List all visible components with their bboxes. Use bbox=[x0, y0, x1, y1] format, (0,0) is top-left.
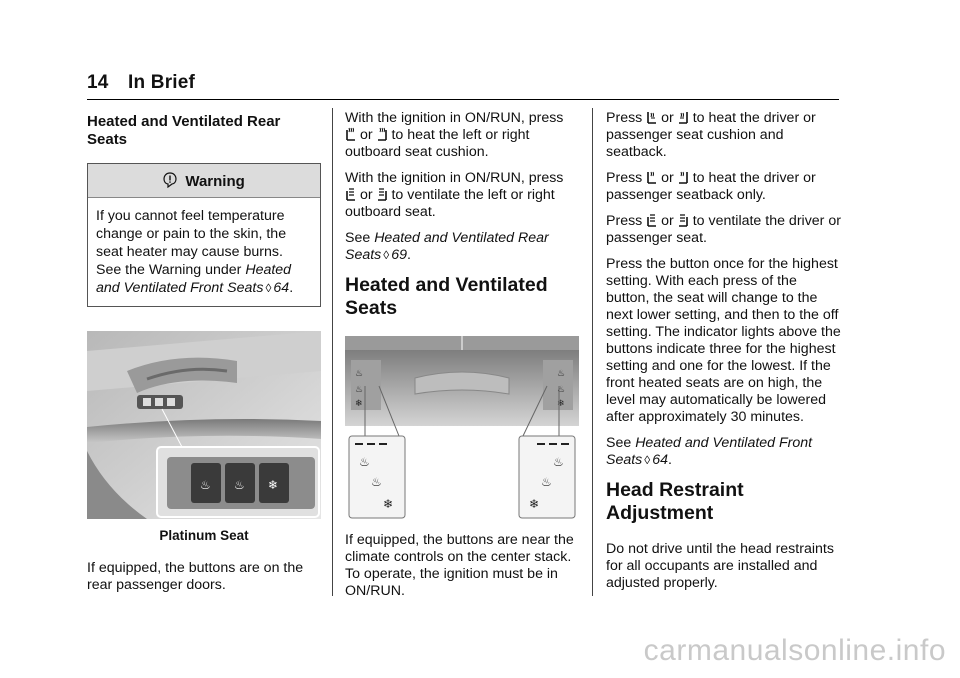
svg-text:♨: ♨ bbox=[553, 455, 564, 469]
page-header bbox=[87, 72, 195, 94]
front-heat-full-paragraph: Press or to heat the driver or passenger seat cushion and seatback. bbox=[606, 110, 816, 160]
seat-cushion-heat-icon bbox=[345, 127, 356, 141]
warning-body: If you cannot feel temperature change or pain to the skin, the seat heater may cause burns. See the Warning under Heated and Ventilated Front Seats ◊ 64. bbox=[96, 208, 294, 296]
warning-text: If you cannot feel temperature change or pain to the skin, the seat heater may cause burns. See the Warning under bbox=[96, 208, 287, 278]
front-vent-paragraph: Press or to ventilate the driver or passenger seat. bbox=[606, 213, 841, 246]
svg-text:❄: ❄ bbox=[268, 478, 279, 492]
setting-paragraph: Press the button once for the highest setting. With each press of the button, the seat will change to the next lower setting, and then to the off setting. The indicator lights above the buttons indicate three for the highest setting and one for the lowest. If the front heated seats are on high, the level may automatically be lowered after approximately 30 minutes. bbox=[606, 256, 841, 425]
svg-text:♨: ♨ bbox=[234, 478, 245, 492]
seatback-heat-icon bbox=[646, 170, 657, 184]
rear-see-paragraph: See Heated and Ventilated Rear Seats ◊ 69. bbox=[345, 230, 549, 263]
rear-heat-paragraph: With the ignition in ON/RUN, press or to heat the left or right outboard seat cushion. bbox=[345, 110, 564, 160]
warning-title: Warning bbox=[185, 173, 245, 190]
svg-text:♨: ♨ bbox=[541, 475, 552, 489]
svg-text:♨: ♨ bbox=[557, 384, 566, 394]
seat-ventilate-icon bbox=[345, 187, 356, 201]
column-2 bbox=[345, 110, 581, 609]
svg-text:❄: ❄ bbox=[529, 497, 540, 511]
photo-caption: Platinum Seat bbox=[159, 528, 249, 543]
warning-box bbox=[87, 163, 321, 307]
svg-text:♨: ♨ bbox=[371, 475, 382, 489]
column-1 bbox=[87, 110, 321, 603]
seat-ventilate-icon bbox=[678, 213, 689, 227]
center-stack-paragraph: If equipped, the buttons are near the climate controls on the center stack. To operate, the ignition must be in ON/RUN. bbox=[345, 532, 574, 599]
head-restraint-heading: Head Restraint Adjustment bbox=[606, 479, 744, 524]
svg-text:♨: ♨ bbox=[557, 368, 566, 378]
front-see-paragraph: See Heated and Ventilated Front Seats ◊ 64. bbox=[606, 435, 813, 468]
header-rule bbox=[87, 99, 839, 100]
front-seats-crossref[interactable]: Heated and Ventilated Front Seats ◊ 64 bbox=[606, 435, 813, 468]
warning-header bbox=[88, 164, 320, 198]
rear-seat-paragraph: If equipped, the buttons are on the rear passenger doors. bbox=[87, 560, 304, 593]
rear-door-photo bbox=[87, 331, 321, 519]
warning-crossref[interactable]: Heated and Ventilated Front Seats ◊ 64 bbox=[96, 262, 292, 296]
svg-text:❄: ❄ bbox=[355, 398, 363, 408]
seat-ventilate-icon bbox=[646, 213, 657, 227]
front-heat-back-paragraph: Press or to heat the driver or passenger seatback only. bbox=[606, 170, 816, 203]
page-ref-icon: ◊ bbox=[644, 453, 651, 467]
column-divider-1 bbox=[332, 108, 333, 596]
seat-full-heat-icon bbox=[646, 110, 657, 124]
svg-text:❄: ❄ bbox=[383, 497, 394, 511]
watermark: carmanualsonline.info bbox=[643, 634, 946, 667]
seat-ventilate-icon bbox=[377, 187, 388, 201]
seat-cushion-heat-icon bbox=[377, 127, 388, 141]
column-3 bbox=[606, 110, 842, 601]
heated-ventilated-heading: Heated and Ventilated Seats bbox=[345, 274, 548, 319]
head-restraint-paragraph: Do not drive until the head restraints for all occupants are installed and adjusted properly. bbox=[606, 541, 834, 591]
center-stack-photo bbox=[345, 336, 579, 522]
page-number: 14 bbox=[87, 72, 109, 93]
svg-text:♨: ♨ bbox=[355, 384, 364, 394]
page-ref-icon: ◊ bbox=[265, 281, 272, 295]
svg-text:❄: ❄ bbox=[557, 398, 565, 408]
section-title: In Brief bbox=[128, 72, 196, 93]
seat-full-heat-icon bbox=[678, 110, 689, 124]
svg-text:♨: ♨ bbox=[359, 455, 370, 469]
svg-text:♨: ♨ bbox=[200, 478, 211, 492]
warning-icon bbox=[163, 173, 181, 190]
rear-seats-heading: Heated and Ventilated Rear Seats bbox=[87, 113, 281, 148]
svg-text:♨: ♨ bbox=[355, 368, 364, 378]
seatback-heat-icon bbox=[678, 170, 689, 184]
rear-seats-crossref[interactable]: Heated and Ventilated Rear Seats ◊ 69 bbox=[345, 230, 549, 263]
rear-vent-paragraph: With the ignition in ON/RUN, press or to ventilate the left or right outboard seat. bbox=[345, 170, 564, 220]
column-divider-2 bbox=[592, 108, 593, 596]
page-ref-icon: ◊ bbox=[383, 248, 390, 262]
